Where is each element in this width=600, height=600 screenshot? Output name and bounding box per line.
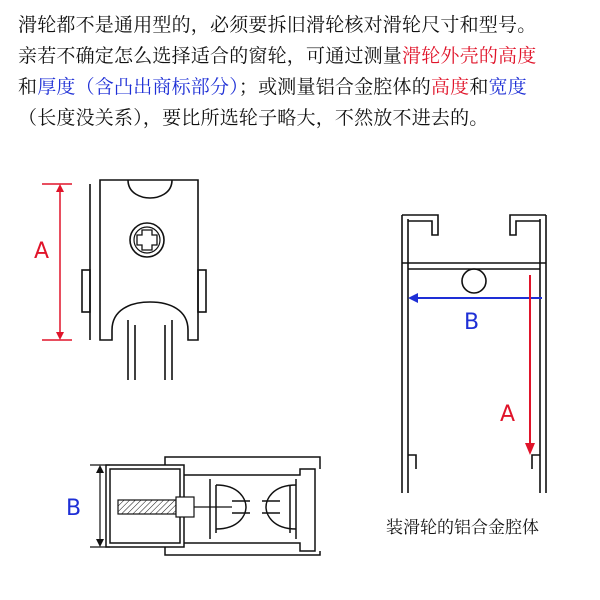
instruction-line-3 [18, 72, 588, 103]
line3-text-a: 和 [18, 76, 38, 98]
instruction-line-2 [18, 41, 588, 72]
screw-icon [130, 223, 164, 257]
line3-text-c: 和 [469, 76, 489, 98]
highlight-thickness: 厚度（含凸出商标部分） [37, 76, 239, 98]
instruction-line-4: （长度没关系），要比所选轮子略大，不然放不进去的。 [18, 107, 489, 129]
axle [118, 497, 232, 517]
width-label: B [464, 310, 480, 335]
profile-caption: 装滑轮的铝合金腔体 [386, 518, 539, 538]
dimension-b-label: B [66, 496, 82, 521]
highlight-height: 高度 [430, 76, 470, 98]
width-dimension-marker [408, 293, 542, 335]
line2-text: 亲若不确定怎么选择适合的窗轮，可通过测量 [18, 45, 403, 67]
dimension-b-marker [66, 465, 110, 547]
roller-hole [462, 269, 486, 293]
height-label: A [500, 402, 516, 427]
line3-text-b: ；或测量铝合金腔体的 [238, 76, 431, 98]
wheel [128, 320, 172, 380]
aluminum-profile-diagram [370, 205, 570, 495]
wheel-top [210, 479, 296, 539]
highlight-shell-height: 滑轮外壳的高度 [402, 45, 537, 67]
highlight-width: 宽度 [488, 76, 527, 98]
dimension-a-label: A [34, 239, 50, 264]
roller-top-view-diagram [50, 455, 340, 565]
instruction-line-1: 滑轮都不是通用型的，必须要拆旧滑轮核对滑轮尺寸和型号。 [18, 14, 537, 36]
dimension-a-marker [34, 184, 72, 340]
profile-outline [402, 215, 546, 493]
height-dimension-marker [500, 275, 535, 455]
roller-housing [82, 180, 206, 340]
roller-side-view-diagram [20, 160, 240, 380]
instruction-text [18, 10, 588, 134]
